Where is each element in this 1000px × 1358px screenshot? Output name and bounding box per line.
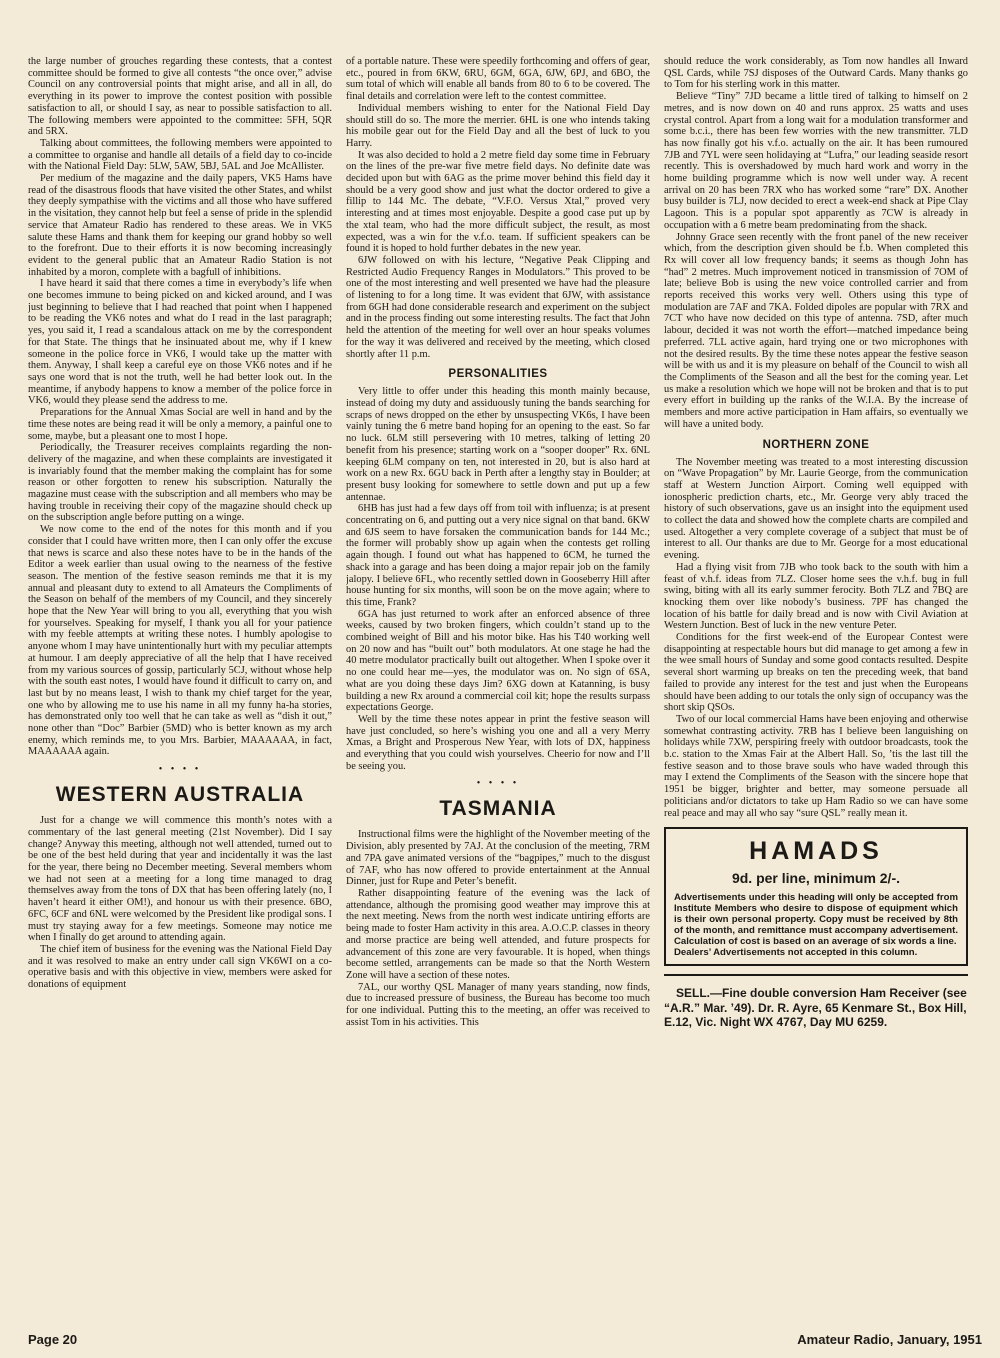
section-heading: WESTERN AUSTRALIA [55,783,305,807]
article-columns [28,56,982,1326]
hamads-dealers-note: Dealers’ Advertisements not accepted in this column. [674,947,918,959]
paragraph: 6HB has just had a few days off from toil with influenza; is at present concentrating on 6, and putting out a very nice signal on that band. 6KW and 6JS seem to have forsaken the communication bands for 144 Mc.; the former will probably show up again when the contests get rolling again though. I found out what has happened to 6CM, he turned the shack into a garage and has been doing a major repair job on the family jalopy. I believe 6FL, who recently settled down in Gooseberry Hill after house hunting for six months, will soon be on the move again; where to this time, Frank? [346,503,650,608]
page-footer [28,1332,982,1347]
paragraph: Instructional films were the highlight of the November meeting of the Division, ably presented by 7AJ. At the conclusion of the meeting, 7RM and 7PA gave animated versions of the “bagpipes,” much to the disgust of 7AF, who has now offered to provide entertainment at the Annual Dinner, just for Rupe and Peter’s benefit. [346,829,650,888]
hamads-divider [664,974,968,976]
paragraph: The chief item of business for the evening was the National Field Day and it was resolved to make an entry under call sign VK6WI on a co-operative basis and with this objective in view, members were asked for donations of equipment [28,943,332,991]
paragraph: Rather disappointing feature of the evening was the lack of attendance, although the promising good weather may improve this at the next meeting. News from the north west indicate untiring efforts are being made to foster Ham activity in this area. A.O.C.P. classes in theory and morse practice are being well attended, and future prospects for advancement of this zone are very favourable. It is hoped, when things become settled, arrangements can be made so that the North Western Zone will have a section of these notes. [346,888,650,981]
paragraph: 7AL, our worthy QSL Manager of many years standing, now finds, due to increased pressure of business, the Bureau has become too much for one individual. Putting this to the meeting, an offer was received to assist Tom in his activities. This [346,981,650,1028]
hamads-title: HAMADS [749,837,883,866]
section-separator: • • • • [476,778,520,790]
column-1 [28,56,332,1326]
page-number: Page 20 [28,1332,78,1347]
paragraph: Periodically, the Treasurer receives complaints regarding the non-delivery of the magazine, and when these complaints are investigated it is invariably found that the member making the complaint has for some reason or other forgotten to renew his subscription. Naturally the magazine must cease with the subscription and all members who may be having trouble in receiving their copy of the magazine should check up on the subscription angle before putting on a winge. [28,442,332,524]
column-2 [346,56,650,1326]
paragraph: Per medium of the magazine and the daily papers, VK5 Hams have read of the disastrous floods that have visited the other States, and whilst they deeply sympathise with the victims and all those who have suffered in the visitation, they cannot help but feel a sense of pride in the splendid service that Amateur Radio has rendered to these areas. We in VK5 salute these Hams and thank them for keeping our grand hobby so well to the forefront. Due to their efforts it is now becoming increasingly evident to the general public that an Amateur Radio Station is not inhabited by a moron, complete with a bagfull of inhibitions. [28,173,332,278]
paragraph: Well by the time these notes appear in print the festive season will have just concluded, so here’s wishing you one and all a very Merry Xmas, a Bright and Prosperous New Year, with lots of DX, happiness and everything that you could wish yourselves. Cheerio for now and I’ll be seeing you. [346,713,650,772]
classified-ad-text: SELL.—Fine double conversion Ham Receiver (see “A.R.” Mar. ’49). Dr. R. Ayre, 65 Kenmare St., Box Hill, E.12, Vic. Night WX 4767, Day MU 6259. [664,986,967,1030]
paragraph: Talking about committees, the following members were appointed to a committee to organise and handle all details of a field day to co-incide with the National Field Day: 5LW, 5AW, 5BJ, 5AL and Joe McAllister. [28,137,332,173]
paragraph: Johnny Grace seen recently with the front panel of the new receiver which, from the description given should be f.b. When completed this Rx will cover all low frequency bands; it seems as though John has “had” 2 metres. Much improvement noticed in transmission of 7OM of late; believe Bob is using the new voice controlled carrier and from reports received this works very well. Others using this type of modulation are 7AF and 7KA. Folded dipoles are popular with 7RX and 7CT who have now decided on this type of antenna. 7SD, after much labour, decided it was not worth the effort—matched impedance being preferred. 7LL active again, hard trying one or two microphones with not the desired results. By the time these notes appear the festive season will be with us and it is my pleasure on behalf of the Council to wish all the Compliments of the Season and all the best for the coming year. Let us make a resolution which we hope will not be broken and that is to put every effort in building up the ranks of the W.I.A. By the increase of members and more active participation in Ham affairs, so eventually we will have a united body. [664,231,968,430]
section-separator: • • • • [158,764,202,776]
publication-line: Amateur Radio, January, 1951 [797,1332,982,1347]
hamads-rate: 9d. per line, minimum 2/-. [731,870,901,887]
section-heading: NORTHERN ZONE [762,438,870,451]
hamads-box [664,827,968,966]
column-3-body [664,56,968,819]
paragraph: the large number of grouches regarding these contests, that a contest committee should be formed to give all contests “the once over,” advise Council on any controversial points that might arise, and all in all, do everything in its power to improve the contest position with possible satisfaction to all, or should I say, as near to possible satisfaction to all. The following members were appointed to the committee: 5FH, 5QR and 5RX. [28,56,332,138]
paragraph: of a portable nature. These were speedily forthcoming and offers of gear, etc., poured in from 6KW, 6RU, 6GM, 6GA, 6JW, 6PJ, and 6BO, the sum total of which will enable all bands from 80 to 6 to be covered. The final details and correlation were left to the contest committee. [346,56,650,103]
paragraph: Had a flying visit from 7JB who took back to the south with him a feast of v.h.f. ideas from 7LZ. Closer home sees the v.h.f. bug in full swing, biting with all its early summer ferocity. Both 7LZ and 7BQ are knocking them over like nobody’s business. 7PF has changed the location of his battle for daily bread and is now with Civil Aviation at Western Junction. Best of luck in the new venture Peter. [664,561,968,632]
hamads-notice: Advertisements under this heading will only be accepted from Institute Members who desire to dispose of equipment which is their own personal property. Copy must be received by 8th of the month, and remittance must accompany advertisement. Calculation of cost is based on an average of six words a line. [674,892,958,948]
paragraph: Believe “Tiny” 7JD became a little tired of talking to himself on 2 metres, and is now down on 40 and runs approx. 25 watts and uses crystal control. Apart from a long wait for a modulation transformer and some b.c.i., there has been few worries with the new transmitter. 7LD has now finally got his v.f.o. actually on the air. It has been rumoured 7JB and 7YL were seen holidaying at “Lufra,” our leading seaside resort recently. This is overshadowed by much hard work and worry in the home building programme which is now well under way. A recent arrival on 20 has been 7RX who has worked some “rare” DX. Another busy builder is 7LJ, now decided to erect a week-end shack at Pipe Clay Lagoon. This is a popular spot apparently as 7CW is already in occupation with a 6 metre beam predominating from the shack. [664,91,968,231]
section-heading: TASMANIA [439,797,557,821]
paragraph: 6JW followed on with his lecture, “Negative Peak Clipping and Restricted Audio Frequency Ranges in Modulators.” This proved to be one of the most interesting and well presented we have had the pleasure of listening to for a long time. It was evident that 6JW, with assistance from 6GH had done considerable research and experiment on the subject and in the process finding out some interesting results. The fact that John held the attention of the meeting for well over an hour speaks volumes for the way it was delivered and received by the meeting, which closed shortly after 11 p.m. [346,254,650,360]
paragraph: Conditions for the first week-end of the Europear Contest were disappointing at respectable hours but did manage to get among a few in the wee small hours of Sunday and some good contacts resulted. Despite several short warming up breaks on ten the preceding week, that band failed to provide any interest for the test and just when the Europeans should have been adding to our totals the only sign of occupancy was the short skip QSOs. [664,632,968,714]
paragraph: The November meeting was treated to a most interesting discussion on “Wave Propagation” by Mr. Laurie George, from the communication staff at Western Junction Airport. Coming well equipped with ionospheric prediction charts, etc., Mr. George very ably traced the history of such observations, gave us an insight into the equipment used to collect the data and showed how the complete charts are compiled and used. Altogether a very complete coverage of a subject that must be of interest to all. Our thanks are due to Mr. George for a most educational evening. [664,456,968,562]
paragraph: It was also decided to hold a 2 metre field day some time in February on the lines of the pre-war five metre field days. No definite date was decided upon but with 6AG as the prime mover behind this field day it should be a very good show and just what the doctor ordered to give a fillip to 144 Mc. The debate, “V.F.O. Versus Xtal,” proved very interesting and at times most enjoyable. Despite a good case put up by the xtal team, who had the more difficult subject, the result, as most expected, was a win for the v.f.o. team. If sufficient speakers can be found it is hoped to hold further debates in the new year. [346,149,650,255]
column-3 [664,56,968,1326]
classified-ad [664,986,968,1030]
paragraph: 6GA has just returned to work after an enforced absence of three weeks, caused by two broken fingers, which couldn’t stand up to the combined weight of Bill and his motor bike. Has his T40 working well on 20 now and has “built out” both modulators. At one stage he had the 40 metre modulator practically built out altogether. When I spoke over it no one could hear me—yes, the modulator was on. No sign of 6SA, what are you doing these days Jim? 6XG down at Katanning, is busy building a new Rx around a commercial coil kit; hope the results surpass expectations George. [346,608,650,714]
paragraph: We now come to the end of the notes for this month and if you consider that I could have written more, then I can only offer the excuse that news is scarce and also these notes have to be in the hands of the Editor a week earlier than usual owing to the nearness of the festive season. The mention of the festive season reminds me that it is my annual and pleasant duty to extend to all Amateurs the Compliments of the Season on behalf of the members of my Council, and they sincerely hope that the New Year will bring to you all, everything that you wish for yourselves. Speaking for myself, I thank you all for your patience with my feeble attempts at writing these notes. I humbly apologise to anyone whom I may have unintentionally hurt with my peculiar attempts at humour. I am deeply appreciative of all the help that I have received from my various sources of gossip, particularly 5CJ, without whose help with the south east notes, I would have found it difficult to carry on, and last but by no means least, I wish to thank my chief target for the year, one who by allowing me to use his name in all my funny ha-ha stories, has demonstrated only too well that he can take as well as “dish it out,” none other than “Doc” Barbier (5MD) who is better known as my arch enemy, which reminds me, to you Mrs. Barbier, MAAAAAA, in fact, MAAAAAA again. [28,524,332,758]
paragraph: Just for a change we will commence this month’s notes with a commentary of the last general meeting (21st November). Did I say change? Anyway this meeting, although not well attended, turned out to be one of the best held during that year and incidentally it was the last for the year, there being no December meeting. Several members whom we had not seen at a meeting for a long time managed to drag themselves away from the tons of DX that has been offering lately (no, I haven’t heard it either OM!), and honour us with their presence. 6BO, 6FC, 6CF and 6NL were welcomed by the President like prodigal sons. I must try staying away for a few meetings. Someone may notice me when I finally do get around to attending again. [28,815,332,944]
paragraph: Preparations for the Annual Xmas Social are well in hand and by the time these notes are being read it will be only a memory, a painful one to some, maybe, but a pleasant one to most I hope. [28,407,332,442]
paragraph: Individual members wishing to enter for the National Field Day should still do so. The more the merrier. 6HL is one who intends taking his mobile gear out for the Field Day and all the best of luck to you Harry. [346,102,650,149]
paragraph: Very little to offer under this heading this month mainly because, instead of doing my duty and assiduously tuning the bands searching for scraps of news dropped on the ether by unsuspecting VK6s, I have been vainly tuning the 6 metre band hoping for an opening to the east. So far no luck. 6LM still persevering with 10 metres, talking of letting 20 benefit from his presence; starting work on a “sooper dooper” Rx. 6NL keeping 6LM company on ten, not interested in 20, but is also hard at work on a new Rx. 6GU back in Perth after a lengthy stay in Boulder; at present busy looking for somewhere to settle down and put up a few antennae. [346,386,650,503]
paragraph: should reduce the work considerably, as Tom now handles all Inward QSL Cards, while 7SJ disposes of the Outward Cards. Many thanks go to Tom for his sterling work in this matter. [664,56,968,91]
section-heading: PERSONALITIES [448,368,548,381]
paragraph: I have heard it said that there comes a time in everybody’s life when one becomes immune to being picked on and kicked around, and I was just beginning to believe that I had reached that point when I happened to be reading the VK6 notes and what do I read in the last paragraph; yes, you said it, I read a scandalous attack on me by the correspondent for that State. The things that he insinuated about me, why if I knew someone in the police force in VK6, I would take up the matter with them. Anyway, I shall keep a careful eye on those VK6 notes and if he says one word that is not the truth, well he had better look out. In the meantime, if anybody happens to know a member of the police force in VK6, would they please send the address to me. [28,278,332,407]
paragraph: Two of our local commercial Hams have been enjoying and otherwise somewhat contrasting activity. 7RB has I believe been languishing on holidays while 7XW, perspiring freely with outdoor broadcasts, took the b.c. station to the Xmas Fair at the Albert Hall. So, ’tis the last till the festive season and to those brave souls who have waded through this may I extend the Compliments of the Season with the sincere hope that 1951 be bigger, brighter and better, may someone persuade all politicians and/or dictators to take up Ham Radio so we can have some real peace and may all who say “sure QSL” really mean it. [664,713,968,819]
